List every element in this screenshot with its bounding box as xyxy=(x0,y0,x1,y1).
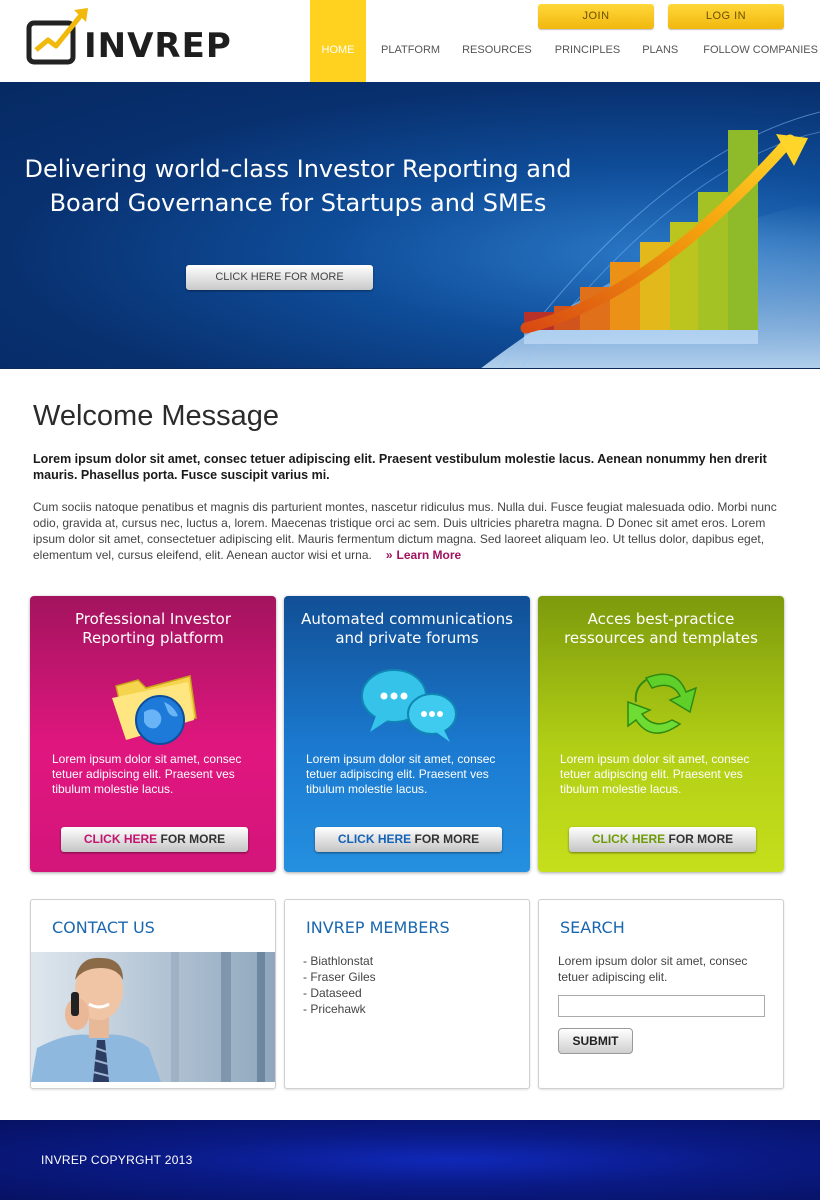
submit-button[interactable]: SUBMIT xyxy=(558,1028,633,1054)
feature-text: Lorem ipsum dolor sit amet, consec tetuer adipiscing elit. Praesent ves tibulum molestie lacus. xyxy=(560,752,750,796)
list-item[interactable]: - Pricehawk xyxy=(303,1002,366,1016)
feature-btn-rest: FOR MORE xyxy=(157,832,226,846)
list-item[interactable]: - Fraser Giles xyxy=(303,970,376,984)
nav-item-plans[interactable]: PLANS xyxy=(642,44,679,56)
feature-card-resources xyxy=(538,596,784,872)
hero-more-button[interactable]: CLICK HERE FOR MORE xyxy=(186,265,373,290)
nav-item-principles[interactable]: PRINCIPLES xyxy=(554,44,621,56)
folder-globe-icon xyxy=(98,658,208,748)
feature-title xyxy=(284,610,530,648)
contact-title[interactable]: CONTACT US xyxy=(52,918,155,937)
feature-btn-highlight: CLICK HERE xyxy=(83,832,158,846)
hero-title-line1: Delivering world-class Investor Reporting and xyxy=(24,155,572,183)
nav-item-follow-companies[interactable]: FOLLOW COMPANIES xyxy=(703,44,818,56)
feature-title-line2: and private forums xyxy=(335,629,479,647)
list-item[interactable]: - Biathlonstat xyxy=(303,954,374,968)
learn-more-label: Learn More xyxy=(396,548,462,562)
login-button[interactable]: LOG IN xyxy=(668,4,784,29)
growth-chart-illustration xyxy=(460,82,820,369)
chat-bubbles-icon xyxy=(352,658,462,748)
feature-btn-highlight: CLICK HERE xyxy=(591,832,666,846)
feature-title-line1: Professional Investor xyxy=(75,610,231,628)
welcome-title: Welcome Message xyxy=(33,400,280,432)
logo-text: INVREP xyxy=(84,26,232,66)
contact-photo xyxy=(31,952,276,1082)
feature-card-communications xyxy=(284,596,530,872)
site-footer xyxy=(0,1120,820,1200)
list-item[interactable]: - Dataseed xyxy=(303,986,362,1000)
nav-item-resources[interactable]: RESOURCES xyxy=(462,44,532,56)
feature-more-button[interactable] xyxy=(315,827,502,852)
site-header xyxy=(0,0,820,82)
hero-banner xyxy=(0,82,820,369)
site-logo[interactable] xyxy=(26,6,232,68)
feature-btn-rest: FOR MORE xyxy=(665,832,734,846)
members-list xyxy=(303,953,376,1017)
recycle-arrows-icon xyxy=(606,658,716,748)
search-input[interactable] xyxy=(558,995,765,1017)
contact-box xyxy=(30,899,276,1089)
members-title: INVREP MEMBERS xyxy=(306,918,450,937)
feature-title-line1: Acces best-practice xyxy=(587,610,735,628)
feature-btn-rest: FOR MORE xyxy=(411,832,480,846)
feature-more-button[interactable] xyxy=(61,827,248,852)
join-button[interactable]: JOIN xyxy=(538,4,654,29)
feature-title xyxy=(30,610,276,648)
feature-more-button[interactable] xyxy=(569,827,756,852)
search-title: SEARCH xyxy=(560,918,625,937)
feature-title-line2: ressources and templates xyxy=(564,629,758,647)
feature-title xyxy=(538,610,784,648)
logo-chart-icon xyxy=(26,6,90,68)
hero-title-line2: Board Governance for Startups and SMEs xyxy=(49,189,547,217)
search-description: Lorem ipsum dolor sit amet, consec tetuer adipiscing elit. xyxy=(558,954,748,984)
nav-item-platform[interactable]: PLATFORM xyxy=(381,44,441,56)
feature-text: Lorem ipsum dolor sit amet, consec tetuer adipiscing elit. Praesent ves tibulum molestie lacus. xyxy=(306,752,496,796)
copyright-text: INVREP COPYRGHT 2013 xyxy=(41,1153,193,1167)
feature-card-reporting xyxy=(30,596,276,872)
welcome-body xyxy=(33,499,793,563)
nav-item-home[interactable]: HOME xyxy=(310,0,366,96)
feature-text: Lorem ipsum dolor sit amet, consec tetuer adipiscing elit. Praesent ves tibulum molestie lacus. xyxy=(52,752,242,796)
feature-btn-highlight: CLICK HERE xyxy=(337,832,412,846)
welcome-intro: Lorem ipsum dolor sit amet, consec tetuer adipiscing elit. Praesent vestibulum molestie lacus. Aenean nonummy hen drerit mauris. Phasellus porta. Fusce suscipit varius mi. xyxy=(33,452,767,482)
feature-title-line2: Reporting platform xyxy=(82,629,224,647)
search-box xyxy=(538,899,784,1089)
learn-more-link[interactable] xyxy=(386,548,461,562)
double-chevron-right-icon: » xyxy=(385,548,393,562)
members-box xyxy=(284,899,530,1089)
welcome-body-text: Cum sociis natoque penatibus et magnis dis parturient montes, nascetur ridiculus mus. Nulla dui. Fusce feugiat malesuada odio. Morbi nunc odio, gravida at, cursus nec, luctus a, lorem. Maecenas tristique orci ac sem. Duis ultricies pharetra magna. D Donec sit amet eros. Lorem ipsum dolor sit amet, consectetuer adipiscing elit. Mauris fermentum dictum magna. Sed laoreet aliquam leo. Ut tellus dolor, dapibus eget, elementum vel, cursus eleifend, elit. Aenean auctor wisi et urna. xyxy=(33,500,777,562)
feature-title-line1: Automated communications xyxy=(301,610,513,628)
